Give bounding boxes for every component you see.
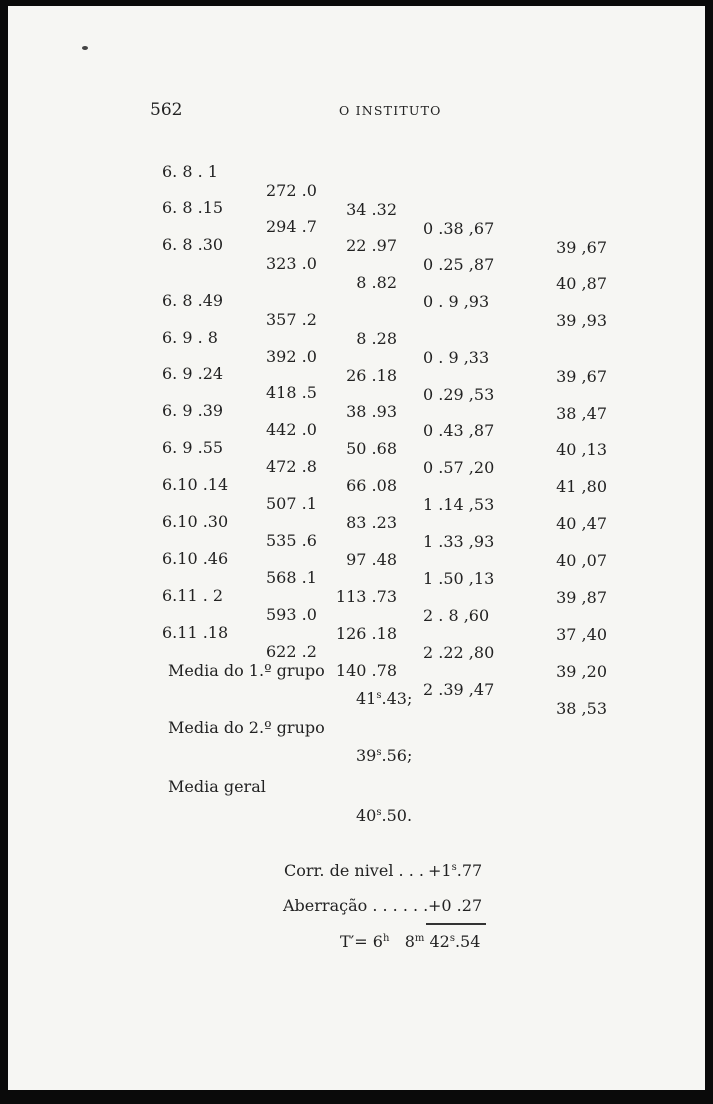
- mean-group-2-value: 39$^s$.56;: [356, 746, 413, 765]
- result-cell: 39 ,67: [556, 367, 607, 386]
- page-number: 562: [150, 100, 183, 120]
- value-cell: 472 .8: [266, 457, 317, 476]
- value-cell: 113 .73: [335, 587, 397, 606]
- value-cell: 126 .18: [335, 624, 397, 643]
- result-cell: 39 ,93: [556, 311, 607, 330]
- value-cell: 442 .0: [266, 420, 317, 439]
- value-cell: 418 .5: [266, 383, 317, 402]
- level-correction-value: $+1^s.77$: [428, 861, 483, 880]
- total-time: $T'= 6^h$ 8$^m$ 42$^s$.54: [340, 932, 481, 951]
- value-cell: 568 .1: [266, 568, 317, 587]
- time-cell: 6. 9 .24: [162, 364, 224, 383]
- value-cell: 1 .33 ,93: [423, 532, 495, 551]
- time-cell: 6. 9 .39: [162, 401, 224, 420]
- mean-general-value: 40$^s$.50.: [356, 806, 413, 825]
- result-cell: 41 ,80: [556, 477, 607, 496]
- result-cell: 37 ,40: [556, 625, 607, 644]
- time-cell: 6. 8 . 1: [162, 162, 218, 181]
- result-cell: 40 ,07: [556, 551, 607, 570]
- time-cell: 6. 9 . 8: [162, 328, 218, 347]
- mean-group-2-label: Media do 2.º grupo: [168, 718, 325, 737]
- mean-group-1-value: 41$^s$.43;: [356, 689, 413, 708]
- value-cell: 34 .32: [346, 200, 397, 219]
- result-cell: 40 ,87: [556, 274, 607, 293]
- value-cell: 83 .23: [346, 513, 397, 532]
- value-cell: 0 .25 ,87: [423, 255, 495, 274]
- value-cell: 26 .18: [346, 366, 397, 385]
- scan-speck: [82, 46, 88, 50]
- value-cell: 535 .6: [266, 531, 317, 550]
- value-cell: 622 .2: [266, 642, 317, 661]
- value-cell: 66 .08: [346, 476, 397, 495]
- value-cell: 294 .7: [266, 217, 317, 236]
- value-cell: 8 .82: [356, 273, 397, 292]
- value-cell: 97 .48: [346, 550, 397, 569]
- result-cell: 39 ,20: [556, 662, 607, 681]
- time-cell: 6.11 .18: [162, 623, 229, 642]
- mean-general-label: Media geral: [168, 777, 266, 796]
- result-cell: 40 ,13: [556, 440, 607, 459]
- time-cell: 6.10 .14: [162, 475, 229, 494]
- value-cell: 272 .0: [266, 181, 317, 200]
- value-cell: 2 .39 ,47: [423, 680, 495, 699]
- aberration-value: +0 .27: [428, 896, 483, 915]
- value-cell: 2 . 8 ,60: [423, 606, 490, 625]
- value-cell: 50 .68: [346, 439, 397, 458]
- value-cell: 0 .57 ,20: [423, 458, 495, 477]
- value-cell: 507 .1: [266, 494, 317, 513]
- value-cell: 593 .0: [266, 605, 317, 624]
- result-cell: 39 ,67: [556, 238, 607, 257]
- value-cell: 140 .78: [335, 661, 397, 680]
- value-cell: 1 .14 ,53: [423, 495, 495, 514]
- value-cell: 0 .38 ,67: [423, 219, 495, 238]
- value-cell: 0 .29 ,53: [423, 385, 495, 404]
- time-cell: 6.10 .46: [162, 549, 229, 568]
- time-cell: 6. 8 .15: [162, 198, 224, 217]
- value-cell: 1 .50 ,13: [423, 569, 495, 588]
- result-cell: 38 ,53: [556, 699, 607, 718]
- time-cell: 6. 9 .55: [162, 438, 224, 457]
- value-cell: 0 . 9 ,33: [423, 348, 490, 367]
- aberration-label: Aberração . . . . . .: [283, 896, 429, 915]
- time-cell: 6.10 .30: [162, 512, 229, 531]
- time-cell: 6. 8 .30: [162, 235, 224, 254]
- value-cell: 22 .97: [346, 236, 397, 255]
- value-cell: 38 .93: [346, 402, 397, 421]
- value-cell: 392 .0: [266, 347, 317, 366]
- time-cell: 6.11 . 2: [162, 586, 224, 605]
- level-correction-label: Corr. de nivel . . .: [284, 861, 424, 880]
- result-cell: 40 ,47: [556, 514, 607, 533]
- value-cell: 0 .43 ,87: [423, 421, 495, 440]
- value-cell: 8 .28: [356, 329, 397, 348]
- time-cell: 6. 8 .49: [162, 291, 224, 310]
- running-title: O INSTITUTO: [339, 103, 442, 118]
- mean-group-1-label: Media do 1.º grupo: [168, 661, 325, 680]
- value-cell: 0 . 9 ,93: [423, 292, 490, 311]
- value-cell: 323 .0: [266, 254, 317, 273]
- value-cell: 357 .2: [266, 310, 317, 329]
- result-cell: 38 ,47: [556, 404, 607, 423]
- result-cell: 39 ,87: [556, 588, 607, 607]
- sum-rule: [426, 923, 486, 925]
- page-header: [0, 100, 713, 124]
- value-cell: 2 .22 ,80: [423, 643, 495, 662]
